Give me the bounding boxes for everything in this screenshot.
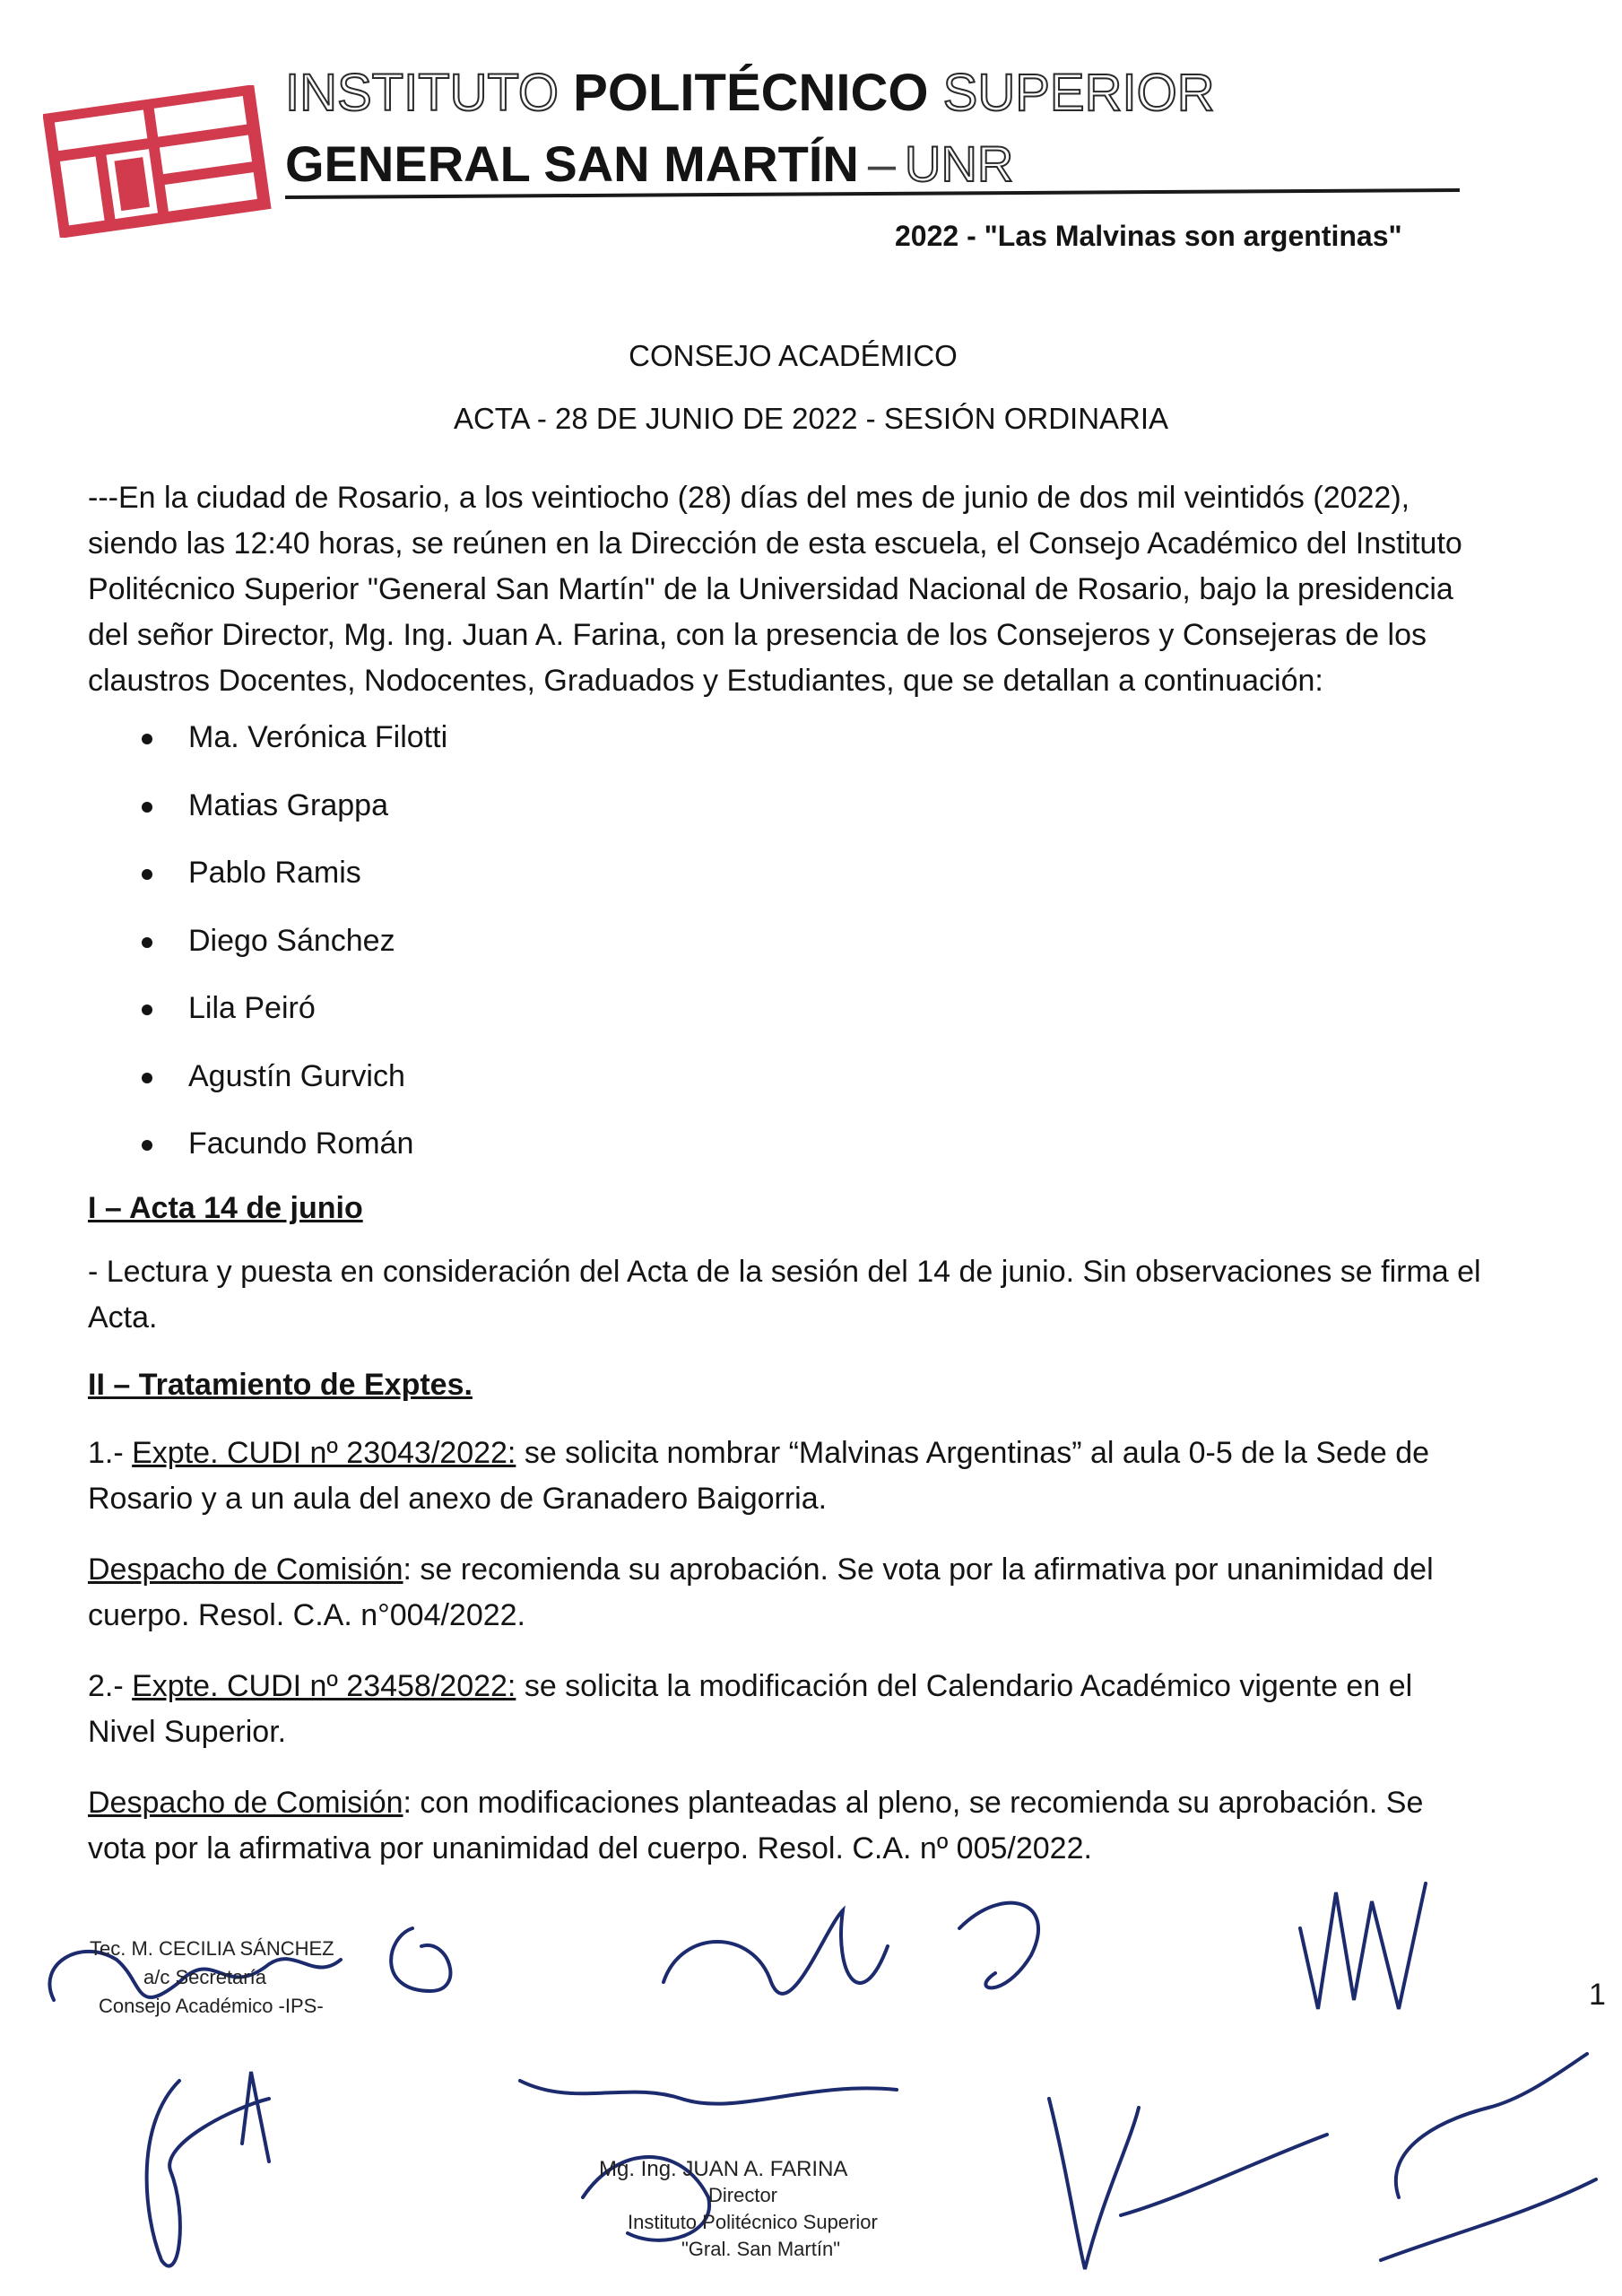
despacho-1-line2: cuerpo. Resol. C.A. n°004/2022. (88, 1598, 526, 1632)
expte-2-line1 (88, 1664, 1412, 1709)
attendee-item: Matias Grappa (134, 786, 447, 854)
section-2-heading: II – Tratamiento de Exptes. (88, 1368, 473, 1402)
despacho-1-text: : se recomienda su aprobación. Se vota por la afirmativa por unanimidad del (403, 1552, 1434, 1587)
attendee-item: Facundo Román (134, 1124, 447, 1192)
intro-line: ---En la ciudad de Rosario, a los veintiocho (28) días del mes de junio de dos mil veintidós (2022), (88, 481, 1410, 515)
expte-item-2 (88, 1664, 1412, 1755)
expte-1-line1 (88, 1431, 1429, 1476)
institute-word-general-san-martin: GENERAL SAN MARTÍN (285, 135, 859, 192)
institute-word-instituto: INSTITUTO (285, 64, 559, 122)
document-subtitle: ACTA - 28 DE JUNIO DE 2022 - SESIÓN ORDINARIA (453, 402, 1169, 435)
director-role: Director (708, 2184, 778, 2206)
document-title: CONSEJO ACADÉMICO (629, 339, 958, 372)
header-motto: 2022 - "Las Malvinas son argentinas" (895, 220, 1402, 252)
despacho-2-label: Despacho de Comisión (88, 1786, 403, 1820)
despacho-1 (88, 1547, 1434, 1639)
attendee-list (134, 718, 447, 1192)
director-org-2: "Gral. San Martín" (681, 2238, 841, 2260)
expte-2-number: 2.- (88, 1669, 133, 1703)
expte-2-text: se solicita la modificación del Calendario Académico vigente en el (516, 1669, 1413, 1703)
expte-1-number: 1.- (88, 1436, 133, 1470)
institute-word-politecnico: POLITÉCNICO (573, 64, 929, 122)
expte-1-line2: Rosario y a un aula del anexo de Granadero Baigorria. (88, 1482, 828, 1516)
section-1-line: Acta. (88, 1300, 158, 1335)
institute-word-superior: SUPERIOR (942, 64, 1215, 122)
expte-2-reference: Expte. CUDI nº 23458/2022: (132, 1669, 516, 1703)
section-1-body (88, 1249, 1481, 1341)
director-name: Mg. Ing. JUAN A. FARINA (599, 2157, 848, 2181)
intro-line: siendo las 12:40 horas, se reúnen en la Dirección de esta escuela, el Consejo Académico del Instituto (88, 526, 1462, 561)
attendee-item: Agustín Gurvich (134, 1057, 447, 1125)
institute-word-unr: UNR (905, 135, 1014, 192)
attendee-item: Pablo Ramis (134, 853, 447, 921)
intro-line: claustros Docentes, Nodocentes, Graduados y Estudiantes, que se detallan a continuación: (88, 664, 1323, 698)
institute-name-line2 (285, 135, 1013, 193)
intro-line: del señor Director, Mg. Ing. Juan A. Farina, con la presencia de los Consejeros y Consejeras de los (88, 618, 1427, 652)
ips-logo-icon (43, 85, 272, 238)
expte-item-1 (88, 1431, 1429, 1522)
institute-name-line1 (285, 63, 1215, 123)
secretary-name: Tec. M. CECILIA SÁNCHEZ (90, 1937, 334, 1960)
attendee-item: Lila Peiró (134, 988, 447, 1057)
intro-paragraph (88, 475, 1462, 704)
expte-1-reference: Expte. CUDI nº 23043/2022: (132, 1436, 516, 1470)
attendee-item: Ma. Verónica Filotti (134, 718, 447, 786)
section-1-line: - Lectura y puesta en consideración del Acta de la sesión del 14 de junio. Sin observaciones se firma el (88, 1255, 1481, 1289)
despacho-2-line2: vota por la afirmativa por unanimidad del cuerpo. Resol. C.A. nº 005/2022. (88, 1831, 1092, 1866)
despacho-1-label: Despacho de Comisión (88, 1552, 403, 1587)
despacho-2-line1 (88, 1780, 1423, 1826)
expte-2-line2: Nivel Superior. (88, 1715, 287, 1749)
page-number: 1 (1589, 1978, 1606, 2012)
institute-dash: – (867, 135, 897, 192)
secretary-role: a/c Secretaría (143, 1966, 266, 1988)
expte-1-text: se solicita nombrar “Malvinas Argentinas” al aula 0-5 de la Sede de (516, 1436, 1430, 1470)
signatures-area (0, 1874, 1622, 2296)
director-org-1: Instituto Politécnico Superior (628, 2211, 878, 2233)
despacho-2-text: : con modificaciones planteadas al pleno, se recomienda su aprobación. Se (403, 1786, 1424, 1820)
secretary-org: Consejo Académico -IPS- (99, 1995, 324, 2017)
despacho-2 (88, 1780, 1423, 1872)
despacho-1-line1 (88, 1547, 1434, 1593)
section-1-heading: I – Acta 14 de junio (88, 1191, 363, 1225)
attendee-item: Diego Sánchez (134, 921, 447, 989)
intro-line: Politécnico Superior "General San Martín" de la Universidad Nacional de Rosario, bajo la presidencia (88, 572, 1453, 606)
